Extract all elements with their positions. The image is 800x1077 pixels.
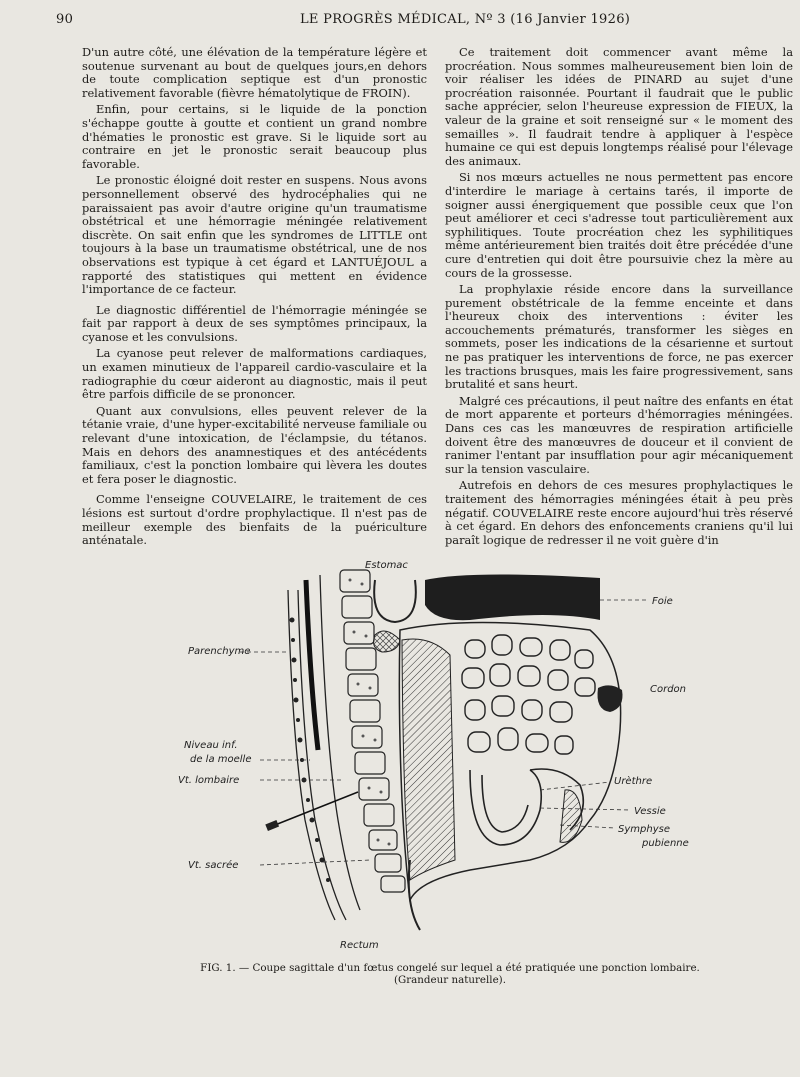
dark-mass: [374, 631, 400, 652]
stomach: [374, 580, 416, 622]
paragraph: Le pronostic éloigné doit rester en suspens. Nous avons personnellement observé des hydrocéphalies qui ne paraissaient pas avoir d'autre origine qu'un traumatisme obstétrical et une hémorragie méningée relativement discrète. On sait enfin que les syndromes de LITTLE ont toujours à la base un traumatisme obstétrical, une de nos observations est typique à cet égard et LANTUÉJOUL a rapporté des statistiques qui mettent en évidence l'importance de ce facteur.: [82, 173, 427, 297]
paragraph: Malgré ces précautions, il peut naître des enfants en état de mort apparente et porteurs d'hémorragies méningées. Dans ces cas les manœuvres de respiration artificielle doivent être des manœuvres de douceur et il convient de ranimer l'entant par insufflation pour agir mécaniquement sur la tension vasculaire.: [445, 393, 793, 476]
figure-caption: [180, 962, 720, 986]
label-estomac: Estomac: [365, 560, 408, 571]
label-foie: Foie: [652, 596, 673, 607]
paragraph: Quant aux convulsions, elles peuvent relever de la tétanie vraie, d'une hyper-excitabilité nerveuse familiale ou relevant d'une intoxication, de l'éclampsie, du tétanos. Mais en dehors des anamnestiques et des antécédents familiaux, c'est la ponction lombaire qui lèvera les doutes et fera poser le diagnostic.: [82, 403, 427, 486]
right-column: [445, 46, 793, 550]
label-niveau-moelle-2: de la moelle: [190, 754, 252, 765]
running-header: [40, 12, 788, 32]
caption-line: (Grandeur naturelle).: [394, 974, 506, 986]
label-uretre: Urèthre: [614, 776, 653, 787]
paragraph: Comme l'enseigne COUVELAIRE, le traitement de ces lésions est surtout d'ordre prophylactique. Il n'est pas de meilleur exemple des bienfaits de la puériculture anténatale.: [82, 492, 427, 548]
paragraph: Ce traitement doit commencer avant même la procréation. Nous sommes malheureusement bien loin de voir réaliser les idées de PINARD au sujet d'une procréation raisonnée. Pourtant il faudrait que le public sache apprécier, selon l'heureuse expression de FIEUX, la valeur de la graine et soit renseigné sur « le moment des semailles ». Il faudrait tendre à appliquer à l'espèce humaine ce qui est depuis longtemps réalisé pour l'élevage des animaux.: [445, 45, 793, 168]
page-number: 90: [56, 12, 74, 27]
paragraph: D'un autre côté, une élévation de la température légère et soutenue survenant au bout de quelques jours,en dehors de toute complication septique est d'un pronostic relativement favorable (fièvre hématolytique de FROIN).: [82, 45, 427, 100]
paragraph: La prophylaxie réside encore dans la surveillance purement obstétricale de la femme enceinte et dans l'heureux choix des interventions : éviter les accouchements prématurés, transformer les sièges en sommets, poser les indications de la césarienne et surtout ne pas pratiquer les interventions de force, ne pas exercer les tractions brusques, mais les faire progressivement, sans brutalité et sans heurt.: [445, 282, 793, 392]
paragraph: Le diagnostic différentiel de l'hémorragie méningée se fait par rapport à deux de ses symptômes principaux, la cyanose et les convulsions.: [82, 302, 427, 344]
label-vt-sacree: Vt. sacrée: [188, 860, 239, 871]
label-vessie: Vessie: [634, 806, 666, 817]
intestine-loops: [462, 635, 595, 754]
left-column: [82, 46, 427, 551]
paragraph: Si nos mœurs actuelles ne nous permettent pas encore d'interdire le mariage à certains tarés, il importe de soigner aussi énergiquement que possible ceux que l'on peut améliorer et ceci s'adresse tout particulièrement aux syphilitiques. Toute procréation chez les syphilitiques même antérieurement bien traités doit être précédée d'une cure d'entretien qui doit être poursuivie chez la mère au cours de la grossesse.: [445, 170, 793, 280]
umbilical-cord: [598, 685, 623, 712]
label-symphyse-2: pubienne: [642, 838, 689, 849]
caption-line: FIG. 1. — Coupe sagittale d'un fœtus congelé sur lequel a été pratiquée une ponction lombaire.: [200, 962, 700, 974]
hatched-viscera: [402, 639, 455, 880]
spinal-cord: [306, 580, 318, 750]
label-rectum: Rectum: [340, 940, 379, 951]
paragraph: La cyanose peut relever de malformations cardiaques, un examen minutieux de l'appareil cardio-vasculaire et la radiographie du cœur aideront au diagnostic, mais il peut être parfois difficile de se prononcer.: [82, 346, 427, 402]
label-niveau-moelle-1: Niveau inf.: [184, 740, 238, 751]
label-vt-lombaire: Vt. lombaire: [178, 775, 240, 786]
label-symphyse-1: Symphyse: [618, 824, 670, 835]
anatomical-figure: [170, 560, 770, 955]
label-cordon: Cordon: [650, 684, 687, 695]
spine-outline: [288, 575, 360, 920]
label-parenchyme: Parenchyme: [188, 646, 251, 657]
vertebral-column: [340, 570, 405, 892]
liver: [425, 574, 600, 620]
paragraph: Enfin, pour certains, si le liquide de la ponction s'échappe goutte à goutte et contient un grand nombre d'hématies le pronostic est grave. Si le liquide sort au contraire en jet le pronostic serait beaucoup plus favorable.: [82, 102, 427, 171]
paragraph: Autrefois en dehors de ces mesures prophylactiques le traitement des hémorragies méningées était à peu près négatif. COUVELAIRE reste encore aujourd'hui très réservé à cet égard. En dehors des enfoncements craniens qu'il lui paraît logique de redresser il ne voit guère d'in: [445, 478, 793, 547]
journal-title: LE PROGRÈS MÉDICAL, Nº 3 (16 Janvier 1926): [300, 12, 631, 27]
